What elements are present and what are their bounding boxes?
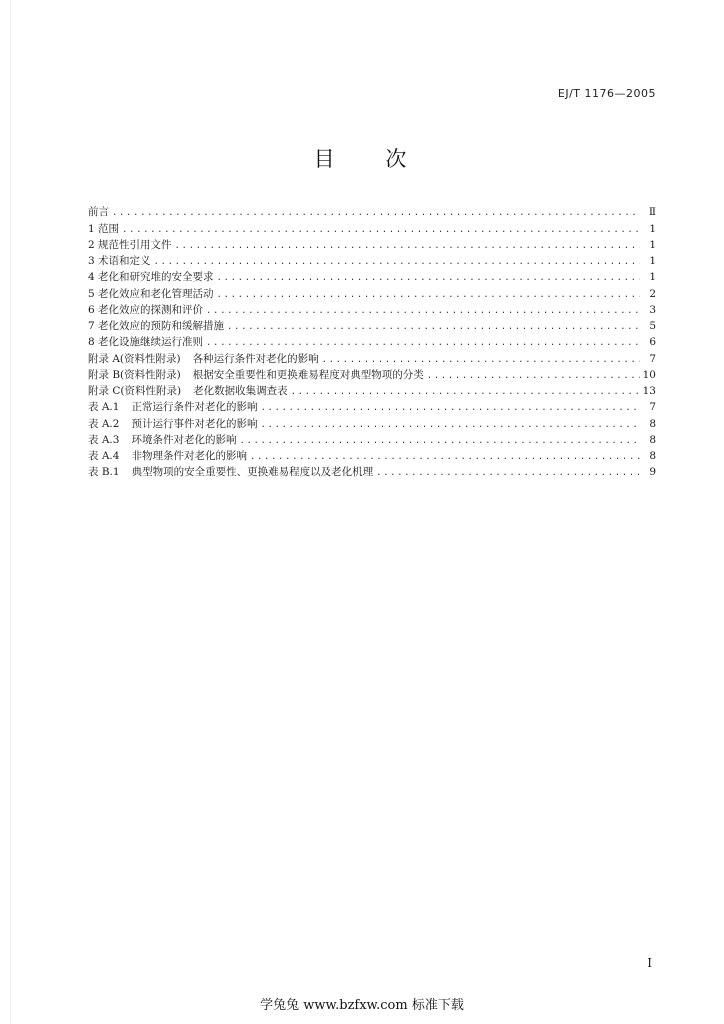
toc-entry-page: 1: [649, 271, 656, 284]
toc-entry-label: [88, 368, 427, 382]
toc-entry-subtitle: 典型物项的安全重要性、更换难易程度以及老化机理: [131, 466, 374, 479]
dot-leader: [112, 207, 640, 219]
toc-entry-table-a4[interactable]: [88, 447, 656, 463]
toc-entry-label: 1 范围: [88, 222, 120, 235]
dot-leader: [175, 240, 640, 252]
toc-entry-section-7[interactable]: [88, 317, 656, 333]
toc-entry-page: 5: [649, 320, 656, 332]
dot-leader: [260, 402, 640, 414]
toc-entry-prefix: 附录 C(资料性附录): [88, 385, 182, 397]
dot-leader: [291, 386, 640, 398]
dot-leader: [206, 305, 640, 317]
toc-entry-label: [88, 352, 322, 366]
toc-entry-page: 2: [649, 287, 656, 300]
toc-entry-label: [88, 433, 239, 447]
toc-entry-page: 3: [649, 303, 656, 316]
toc-entry-label: [88, 465, 376, 479]
toc-entry-page: 6: [649, 336, 656, 349]
toc-entry-subtitle: 预计运行事件对老化的影响: [131, 417, 258, 430]
toc-entry-label: 2 规范性引用文件: [88, 238, 172, 251]
toc-entry-section-4[interactable]: [88, 268, 656, 284]
toc-entry-prefix: 表 A.2: [88, 417, 120, 430]
toc-entry-section-8[interactable]: [88, 333, 656, 349]
table-of-contents: [88, 203, 656, 479]
toc-entry-prefix: 表 A.3: [88, 433, 120, 446]
standard-code: EJ/T 1176—2005: [557, 87, 656, 100]
toc-entry-appendix-c[interactable]: [88, 382, 656, 398]
toc-entry-label: [88, 384, 291, 398]
page-number: I: [647, 956, 652, 970]
toc-entry-label: 8 老化设施继续运行准则: [88, 336, 204, 349]
toc-entry-subtitle: 正常运行条件对老化的影响: [131, 401, 258, 414]
toc-entry-label: [88, 449, 250, 463]
dot-leader: [427, 370, 640, 382]
toc-entry-subtitle: 根据安全重要性和更换难易程度对典型物项的分类: [192, 368, 424, 381]
dot-leader: [217, 289, 640, 301]
toc-entry-table-a2[interactable]: [88, 414, 656, 430]
dot-leader: [250, 451, 640, 463]
toc-entry-prefix: 附录 B(资料性附录): [88, 368, 181, 381]
toc-entry-page: 8: [649, 450, 656, 462]
toc-entry-label: 3 术语和定义: [88, 255, 151, 267]
toc-entry-page: Ⅱ: [648, 206, 656, 219]
toc-entry-label: 4 老化和研究堆的安全要求: [88, 271, 214, 284]
toc-entry-prefix: 表 A.4: [88, 450, 120, 462]
dot-leader: [206, 337, 640, 349]
toc-entry-prefix: 附录 A(资料性附录): [88, 352, 181, 365]
toc-entry-section-2[interactable]: [88, 236, 656, 252]
toc-entry-page: 7: [649, 352, 656, 365]
toc-entry-page: 7: [649, 401, 656, 414]
dot-leader: [217, 272, 640, 284]
watermark-footer: 学兔兔 www.bzfxw.com 标准下载: [260, 998, 464, 1013]
toc-entry-subtitle: 环境条件对老化的影响: [131, 433, 237, 446]
toc-entry-appendix-a[interactable]: [88, 349, 656, 365]
toc-entry-appendix-b[interactable]: [88, 366, 656, 382]
toc-entry-section-1[interactable]: [88, 219, 656, 235]
toc-entry-subtitle: 老化数据收集调查表: [193, 385, 288, 397]
toc-entry-page: 1: [649, 238, 656, 251]
toc-entry-page: 1: [649, 255, 656, 267]
toc-entry-prefix: 表 B.1: [88, 466, 120, 479]
dot-leader: [227, 321, 640, 333]
toc-entry-label: 7 老化效应的预防和缓解措施: [88, 320, 225, 332]
toc-entry-label: 5 老化效应和老化管理活动: [88, 287, 214, 300]
toc-entry-table-a3[interactable]: [88, 431, 656, 447]
toc-entry-foreword[interactable]: [88, 203, 656, 219]
dot-leader: [239, 435, 640, 447]
toc-entry-page: 10: [642, 368, 656, 381]
toc-entry-page: 1: [649, 222, 656, 235]
toc-entry-subtitle: 各种运行条件对老化的影响: [192, 352, 319, 365]
toc-entry-page: 8: [649, 433, 656, 446]
toc-entry-section-6[interactable]: [88, 301, 656, 317]
toc-entry-page: 9: [649, 466, 656, 479]
toc-entry-prefix: 表 A.1: [88, 401, 120, 414]
dot-leader: [154, 256, 640, 268]
toc-entry-table-a1[interactable]: [88, 398, 656, 414]
toc-entry-table-b1[interactable]: [88, 463, 656, 479]
toc-entry-label: 前言: [88, 206, 109, 219]
toc-entry-label: [88, 417, 260, 431]
dot-leader: [260, 419, 640, 431]
toc-entry-label: 6 老化效应的探测和评价: [88, 303, 204, 316]
dot-leader: [322, 354, 640, 366]
toc-entry-section-5[interactable]: [88, 284, 656, 300]
page-title: 目 次: [313, 147, 429, 171]
toc-entry-page: 8: [649, 417, 656, 430]
toc-entry-section-3[interactable]: [88, 252, 656, 268]
toc-entry-subtitle: 非物理条件对老化的影响: [131, 450, 247, 462]
toc-entry-page: 13: [642, 385, 656, 397]
dot-leader: [376, 467, 640, 479]
dot-leader: [122, 224, 640, 236]
toc-entry-label: [88, 400, 260, 414]
